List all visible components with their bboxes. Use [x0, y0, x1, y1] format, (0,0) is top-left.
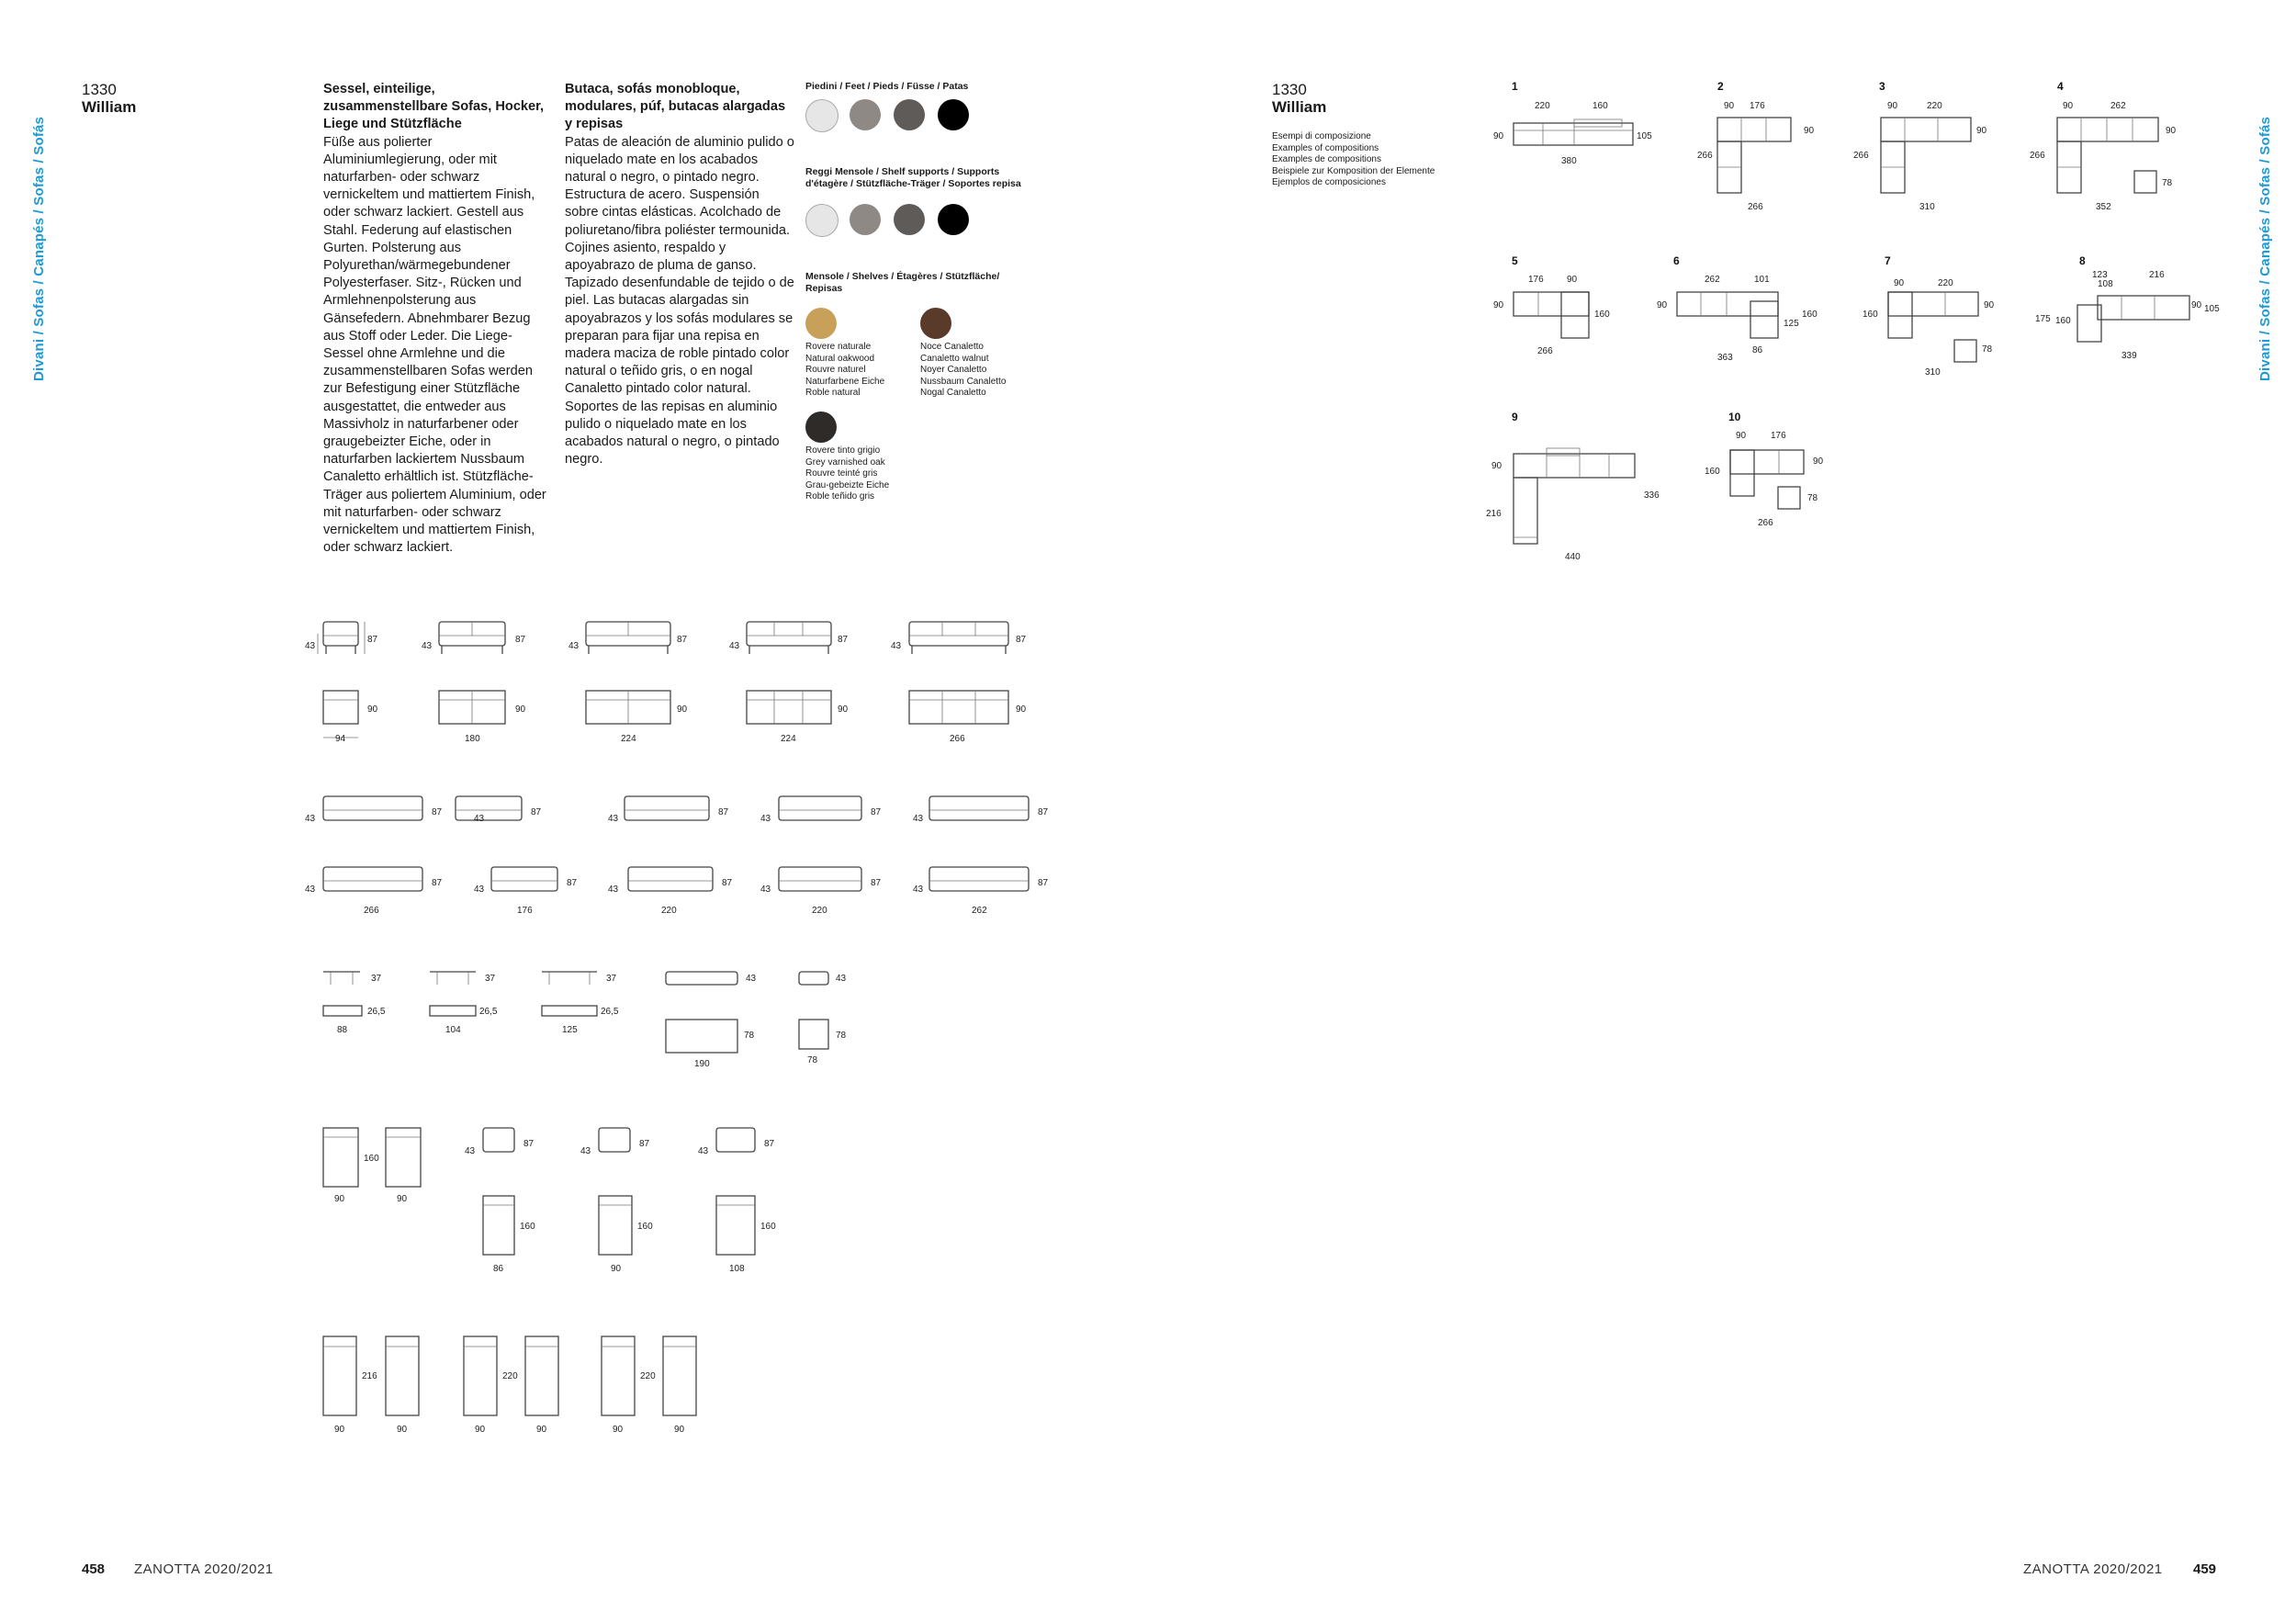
examples-line: Esempi di composizione — [1272, 131, 1371, 141]
composition-7 — [1863, 254, 1995, 378]
svg-text:90: 90 — [475, 1425, 486, 1435]
svg-text:26,5: 26,5 — [479, 1007, 498, 1017]
svg-text:43: 43 — [474, 885, 485, 895]
description-es-title: Butaca, sofás monobloque, modulares, púf, butacas alargadas y repisas — [565, 82, 786, 132]
dim-label: 176 — [517, 906, 533, 916]
dim-label: 78 — [807, 1055, 818, 1065]
svg-text:266: 266 — [2030, 151, 2045, 161]
svg-text:90: 90 — [674, 1425, 685, 1435]
svg-text:90: 90 — [1887, 101, 1898, 111]
dim-label: 26,5 — [367, 1007, 386, 1017]
examples-line: Beispiele zur Komposition der Elemente — [1272, 165, 1435, 176]
svg-text:87: 87 — [871, 878, 882, 888]
composition-9 — [1486, 411, 1660, 562]
svg-text:336: 336 — [1644, 490, 1660, 501]
svg-text:160: 160 — [2055, 316, 2071, 326]
svg-text:43: 43 — [305, 814, 316, 824]
page-number-right: 459 — [2193, 1561, 2217, 1577]
dim-label: 216 — [362, 1371, 377, 1381]
dim-label: 90 — [677, 704, 688, 715]
svg-text:262: 262 — [1705, 275, 1720, 285]
svg-text:78: 78 — [1982, 344, 1993, 355]
product-code: 1330 — [82, 81, 117, 98]
svg-text:5: 5 — [1512, 254, 1518, 267]
row1-plans — [323, 691, 1027, 744]
svg-text:105: 105 — [1637, 131, 1652, 141]
dim-label: 87 — [1016, 635, 1027, 645]
svg-text:90: 90 — [1491, 461, 1503, 471]
svg-text:90: 90 — [1493, 131, 1504, 141]
dim-label: 43 — [305, 641, 316, 651]
dim-label: 87 — [871, 807, 882, 817]
svg-text:87: 87 — [722, 878, 733, 888]
dim-label: 87 — [367, 635, 378, 645]
dim-label: 37 — [371, 974, 382, 984]
svg-text:43: 43 — [913, 885, 924, 895]
chaise-units — [323, 1128, 776, 1274]
svg-text:175: 175 — [2035, 314, 2051, 324]
shelf-caption: Rovere tinto grigio Grey varnished oak Rouvre teinté gris Grau-gebeizte Eiche Roble teñido gris — [805, 445, 890, 502]
dim-label: 125 — [562, 1025, 578, 1035]
dim-label: 180 — [465, 734, 480, 744]
dim-label: 220 — [502, 1371, 518, 1381]
svg-text:9: 9 — [1512, 411, 1518, 423]
dim-label: 94 — [335, 734, 346, 744]
svg-text:43: 43 — [760, 885, 771, 895]
product-name-right: William — [1272, 98, 1327, 116]
dim-label: 90 — [838, 704, 849, 715]
svg-text:125: 125 — [1784, 319, 1799, 329]
dim-label: 87 — [531, 807, 542, 817]
svg-text:78: 78 — [836, 1031, 847, 1041]
svg-text:266: 266 — [1758, 518, 1773, 528]
page-number-left: 458 — [82, 1561, 106, 1577]
dim-label: 90 — [1016, 704, 1027, 715]
composition-8 — [2035, 254, 2220, 361]
composition-10 — [1705, 411, 1824, 528]
svg-text:160: 160 — [637, 1222, 653, 1232]
composition-drawings — [1148, 0, 2250, 643]
svg-text:108: 108 — [2098, 279, 2113, 289]
svg-text:90: 90 — [1493, 300, 1504, 310]
product-name: William — [82, 98, 137, 116]
svg-text:86: 86 — [1752, 345, 1763, 355]
dim-label: 224 — [621, 734, 636, 744]
dim-label: 266 — [950, 734, 965, 744]
svg-text:6: 6 — [1673, 254, 1680, 267]
description-es-body: Patas de aleación de aluminio pulido o niquelado mate en los acabados natural o negro, o pintado negro. Estructura de acero. Suspensión sobre cintas elásticas. Acolchado de poliuretano/fibra poliéster termounida. Cojines asiento, respaldo y apoyabrazo de pluma de ganso. Tapizado desenfundable de tejido o de piel. Las butacas alargadas sin apoyabrazos y los sofás modulares se preparan para fijar una repisa en madera maciza de roble pintado color natural o teñido gris, o en nogal Canaletto pintado color natural. Soportes de las repisas en aluminio pulido o niquelado mate en los acabados natural o negro, o pintado negro. — [565, 134, 794, 468]
svg-text:90: 90 — [613, 1425, 624, 1435]
svg-text:352: 352 — [2096, 202, 2111, 212]
composition-3 — [1853, 80, 1987, 212]
svg-text:90: 90 — [2191, 300, 2202, 310]
row2-modules — [305, 796, 1049, 916]
dim-label: 43 — [913, 814, 924, 824]
composition-4 — [2030, 80, 2177, 212]
svg-text:4: 4 — [2057, 80, 2064, 93]
shelves-title: Mensole / Shelves / Étagères / Stützfläche/ Repisas — [805, 271, 1000, 294]
dim-label: 190 — [694, 1059, 710, 1069]
sofa2-large-front — [568, 622, 688, 654]
svg-text:87: 87 — [523, 1139, 535, 1149]
svg-text:90: 90 — [536, 1425, 547, 1435]
svg-text:87: 87 — [639, 1139, 650, 1149]
svg-text:43: 43 — [836, 974, 847, 984]
svg-text:101: 101 — [1754, 275, 1770, 285]
sidebar-tab-right: Divani / Sofas / Canapés / Sofas / Sofás — [2257, 116, 2273, 381]
shelf-caption: Noce Canaletto Canaletto walnut Noyer Canaletto Nussbaum Canaletto Nogal Canaletto — [920, 342, 1007, 399]
description-de-body: Füße aus polierter Aluminiumlegierung, oder mit naturfarben- oder schwarz vernickeltem und mattiertem Finish, oder schwarz lackiert. Gestell aus Stahl. Federung auf elastischen Gurten. Polsterung aus Polyurethan/wärmegebundener Polyesterfaser. Sitz-, Rücken und Armlehnenpolsterung aus Gänsefedern. Abnehmbarer Bezug aus Stoff oder Leder. Die Liege-Sessel ohne Armlehne und die zusammenstellbaren Sofas werden zur Befestigung einer Stützfläche ausgestattet, die entweder aus Massivholz in naturfarbener oder graugebeizter Eiche, oder in naturfarben lackiertem Nussbaum Canaletto erhältlich ist. Stützfläche-Träger aus poliertem Aluminium, oder mit naturfarben- oder schwarz vernickeltem und mattiertem Finish, oder schwarz lackiert. — [323, 134, 546, 556]
svg-text:3: 3 — [1879, 80, 1885, 93]
svg-text:310: 310 — [1925, 367, 1941, 378]
dim-label: 87 — [718, 807, 729, 817]
dim-label: 78 — [744, 1031, 755, 1041]
dim-label: 43 — [729, 641, 740, 651]
svg-text:160: 160 — [1705, 467, 1720, 477]
svg-text:220: 220 — [1535, 101, 1550, 111]
svg-text:87: 87 — [764, 1139, 775, 1149]
svg-text:216: 216 — [2149, 270, 2165, 280]
dim-label: 87 — [838, 635, 849, 645]
svg-text:266: 266 — [1853, 151, 1869, 161]
svg-text:87: 87 — [1038, 878, 1049, 888]
svg-text:105: 105 — [2204, 304, 2220, 314]
svg-text:90: 90 — [1657, 300, 1668, 310]
armchair-front — [305, 622, 378, 654]
dim-label: 262 — [972, 906, 987, 916]
examples-line: Ejemplos de composiciones — [1272, 177, 1386, 188]
svg-text:26,5: 26,5 — [601, 1007, 619, 1017]
composition-6 — [1657, 254, 1818, 363]
svg-text:90: 90 — [1984, 300, 1995, 310]
long-chaise-units — [323, 1336, 696, 1435]
svg-text:87: 87 — [432, 878, 443, 888]
dim-label: 87 — [1038, 807, 1049, 817]
svg-text:1: 1 — [1512, 80, 1518, 93]
dim-label: 224 — [781, 734, 796, 744]
svg-text:160: 160 — [1594, 310, 1610, 320]
description-de-title: Sessel, einteilige, zusammenstellbare Sofas, Hocker, Liege und Stützfläche — [323, 82, 545, 132]
sofa2-front — [422, 622, 526, 654]
svg-text:43: 43 — [608, 885, 619, 895]
svg-text:123: 123 — [2092, 270, 2108, 280]
dim-label: 90 — [334, 1194, 345, 1204]
dim-label: 160 — [364, 1154, 379, 1164]
dim-label: 86 — [493, 1264, 504, 1274]
svg-text:363: 363 — [1717, 353, 1733, 363]
feet-title: Piedini / Feet / Pieds / Füsse / Patas — [805, 81, 969, 92]
svg-text:176: 176 — [1771, 431, 1786, 441]
svg-text:262: 262 — [2110, 101, 2126, 111]
svg-text:10: 10 — [1728, 411, 1741, 423]
dim-label: 43 — [746, 974, 757, 984]
svg-text:87: 87 — [432, 807, 443, 817]
svg-text:43: 43 — [305, 885, 316, 895]
dim-label: 43 — [474, 814, 485, 824]
svg-text:380: 380 — [1561, 156, 1577, 166]
dim-label: 90 — [334, 1425, 345, 1435]
svg-text:160: 160 — [1802, 310, 1818, 320]
svg-text:90: 90 — [1724, 101, 1735, 111]
svg-text:37: 37 — [485, 974, 496, 984]
svg-text:90: 90 — [1813, 456, 1824, 467]
svg-text:90: 90 — [1804, 126, 1815, 136]
svg-text:78: 78 — [1807, 493, 1818, 503]
product-code-right: 1330 — [1272, 81, 1307, 98]
svg-text:266: 266 — [1748, 202, 1763, 212]
svg-text:90: 90 — [1976, 126, 1987, 136]
supports-title: Reggi Mensole / Shelf supports / Supports d'étagère / Stützfläche-Träger / Soportes repisa — [805, 166, 1021, 189]
dim-label: 108 — [729, 1264, 745, 1274]
svg-text:160: 160 — [760, 1222, 776, 1232]
svg-text:87: 87 — [567, 878, 578, 888]
shelf-caption: Rovere naturale Natural oakwood Rouvre naturel Naturfarbene Eiche Roble natural — [805, 342, 885, 399]
svg-text:8: 8 — [2079, 254, 2086, 267]
shelves-poufs — [323, 972, 847, 1069]
svg-text:78: 78 — [2162, 178, 2173, 188]
svg-text:90: 90 — [397, 1425, 408, 1435]
dim-label: 43 — [422, 641, 433, 651]
svg-text:266: 266 — [1697, 151, 1713, 161]
dim-label: 90 — [611, 1264, 622, 1274]
dim-label: 43 — [891, 641, 902, 651]
svg-text:7: 7 — [1885, 254, 1891, 267]
svg-text:176: 176 — [1750, 101, 1765, 111]
svg-text:339: 339 — [2122, 351, 2137, 361]
svg-text:160: 160 — [1593, 101, 1608, 111]
svg-text:220: 220 — [1938, 278, 1953, 288]
svg-text:160: 160 — [520, 1222, 535, 1232]
sidebar-tab-left: Divani / Sofas / Canapés / Sofas / Sofás — [31, 116, 47, 381]
svg-text:266: 266 — [1537, 346, 1553, 356]
svg-text:440: 440 — [1565, 552, 1581, 562]
svg-text:90: 90 — [2166, 126, 2177, 136]
dim-label: 43 — [760, 814, 771, 824]
composition-1 — [1493, 80, 1652, 166]
dim-label: 104 — [445, 1025, 461, 1035]
sofa3-large-front — [891, 622, 1027, 654]
svg-text:37: 37 — [606, 974, 617, 984]
dim-label: 43 — [608, 814, 619, 824]
dim-label: 266 — [364, 906, 379, 916]
composition-2 — [1697, 80, 1815, 212]
svg-text:43: 43 — [580, 1146, 591, 1156]
dim-label: 87 — [677, 635, 688, 645]
svg-text:43: 43 — [465, 1146, 476, 1156]
dim-label: 220 — [812, 906, 827, 916]
svg-text:90: 90 — [2063, 101, 2074, 111]
svg-text:216: 216 — [1486, 509, 1502, 519]
svg-text:90: 90 — [1567, 275, 1578, 285]
examples-line: Examples de compositions — [1272, 154, 1381, 165]
brand-right: ZANOTTA 2020/2021 — [2023, 1561, 2163, 1577]
dim-label: 220 — [661, 906, 677, 916]
svg-text:220: 220 — [1927, 101, 1942, 111]
dim-label: 90 — [397, 1194, 408, 1204]
svg-text:176: 176 — [1528, 275, 1544, 285]
examples-line: Examples of compositions — [1272, 142, 1379, 153]
svg-text:310: 310 — [1919, 202, 1935, 212]
svg-text:90: 90 — [1736, 431, 1747, 441]
dim-label: 90 — [367, 704, 378, 715]
dim-label: 90 — [515, 704, 526, 715]
svg-text:43: 43 — [698, 1146, 709, 1156]
sofa3-front — [729, 622, 849, 654]
dim-label: 220 — [640, 1371, 656, 1381]
dim-label: 87 — [515, 635, 526, 645]
composition-5 — [1493, 254, 1610, 356]
brand-left: ZANOTTA 2020/2021 — [134, 1561, 274, 1577]
svg-text:2: 2 — [1717, 80, 1724, 93]
svg-text:160: 160 — [1863, 310, 1878, 320]
dim-label: 43 — [568, 641, 580, 651]
dim-label: 88 — [337, 1025, 348, 1035]
svg-text:90: 90 — [1894, 278, 1905, 288]
